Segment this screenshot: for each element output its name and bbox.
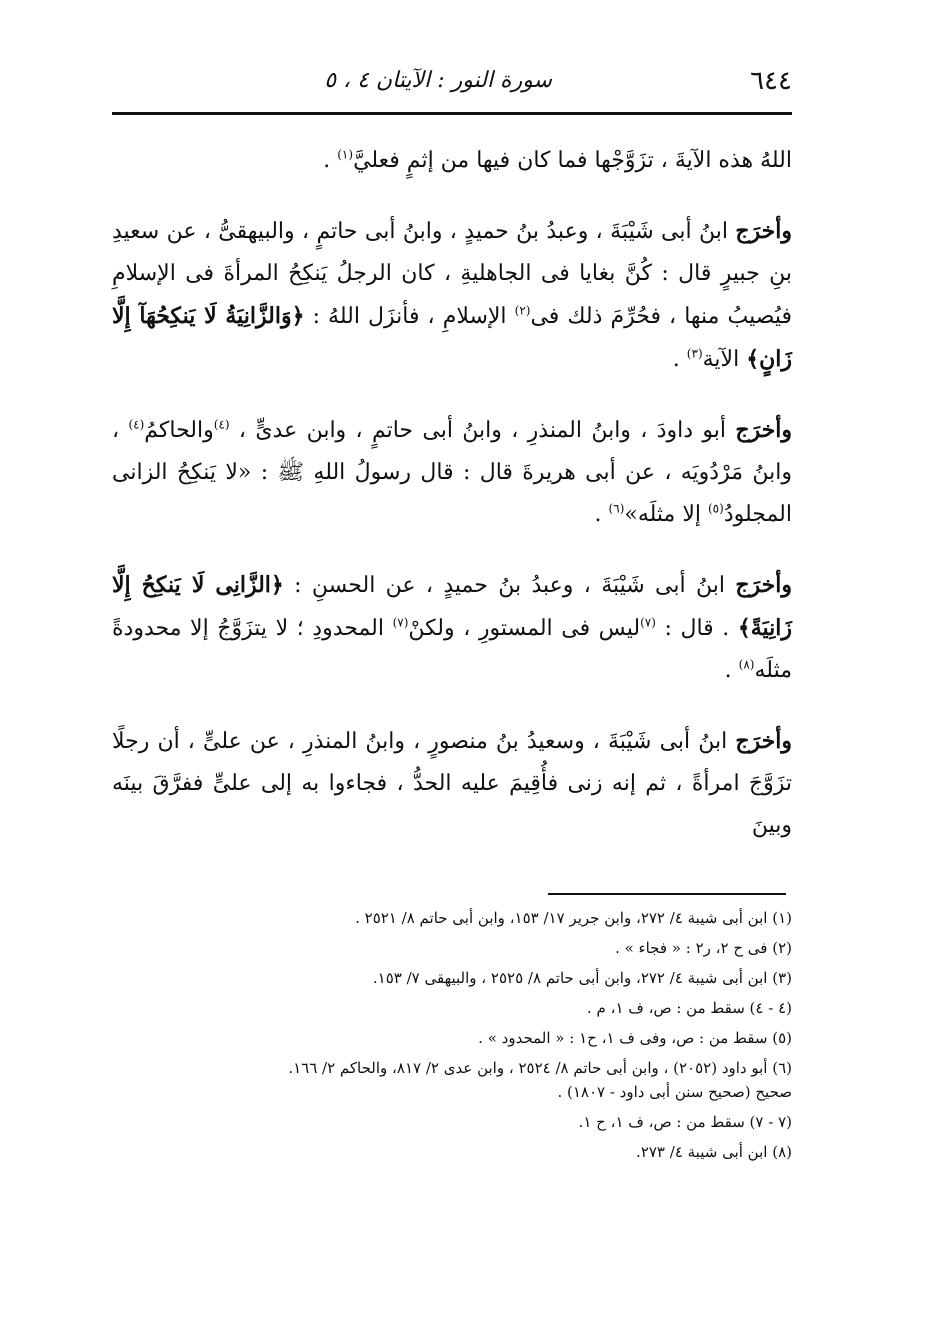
footnote: (٦) أبو داود (٢٠٥٢) ، وابن أبى حاتم ٨/ ٢٥٢٤ ، وابن عدى ٢/ ٨١٧، والحاكم ٢/ ١٦٦. xyxy=(288,1059,792,1077)
paragraph-lead: وأخرَج xyxy=(735,417,792,443)
footnote: (٨) ابن أبى شيبة ٤/ ٢٧٣. xyxy=(636,1143,792,1161)
footnote-separator xyxy=(548,893,786,895)
paragraph-lead: وأخرَج xyxy=(735,728,792,754)
footnote-marker: (٧) xyxy=(392,615,409,630)
running-header xyxy=(112,66,792,102)
paragraph: وأخرَج ابنُ أبى شَيْبَةَ ، وعبدُ بنُ حميدٍ ، وابنُ أبى حاتمٍ ، والبيهقىُّ ، عن سعيدِ بنِ جبيرٍ قال : كُنَّ بغايا فى الجاهليةِ ، كان الرجلُ يَنكِحُ المرأةَ فى الإسلامِ فيُصيبُ منها ، فحُرِّمَ ذلك فى$^{(٢)}$ الإسلامِ ، فأنزَل اللهُ : ﴿وَالزَّانِيَةُ لَا يَنكِحُهَآ إِلَّا زَانٍ﴾ الآية$^{(٣)}$ . xyxy=(112,218,793,372)
quran-quote: ﴿وَالزَّانِيَةُ لَا يَنكِحُهَآ إِلَّا زَانٍ﴾ xyxy=(112,303,792,372)
footnote: (٥) سقط من : ص، وفى ف ١، ح١ : « المحدود » . xyxy=(478,1029,792,1047)
footnote-marker: (٤) xyxy=(213,417,230,432)
header-rule xyxy=(112,112,792,115)
footnote-marker: (٧) xyxy=(640,615,656,630)
quran-quote: ﴿الزَّانِى لَا يَنكِحُ إِلَّا زَانِيَةً﴾ xyxy=(112,572,793,641)
running-title: سورة النور : الآيتان ٤ ، ٥ xyxy=(324,68,552,93)
footnote: (٣) ابن أبى شيبة ٤/ ٢٧٢، وابن أبى حاتم ٨/ ٢٥٢٥ ، والبيهقى ٧/ ١٥٣. xyxy=(372,969,792,987)
paragraph xyxy=(112,720,792,847)
paragraph-lead: وأخرَج xyxy=(735,572,793,598)
paragraph: وأخرَج أبو داودَ ، وابنُ المنذرِ ، وابنُ أبى حاتمٍ ، وابن عدىٍّ ، $^{(٤)}$والحاكمُ$^{(٤)}$ ، وابنُ مَرْدُويَه ، عن أبى هريرةَ قال : قال رسولُ اللهِ ﷺ : «لا يَنكِحُ الزانى المجلودُ$^{(٥)}$ إلا مثلَه»$^{(٦)}$ . xyxy=(112,417,792,527)
footnote-marker: (٥) xyxy=(707,501,724,516)
paragraph-text: ابنُ أبى شَيْبَةَ ، وعبدُ بنُ حميدٍ ، وابنُ أبى حاتمٍ ، والبيهقىُّ ، عن سعيدِ بنِ جبيرٍ قال : كُنَّ بغايا فى الجاهليةِ ، كان الرجلُ يَنكِحُ المرأةَ فى الإسلامِ فيُصيبُ منها ، فحُرِّمَ ذلك فى xyxy=(112,219,793,329)
paragraph-text: ابنُ أبى شَيْبَةَ ، وعبدُ بنُ حميدٍ ، عن الحسنِ : xyxy=(283,573,736,598)
footnote-marker: (٦) xyxy=(608,501,625,516)
page-number: ٦٤٤ xyxy=(750,66,792,96)
paragraph-text: اللهُ هذه الآيةَ ، تزَوَّجْها فما كان فيها من إثمٍ فعليَّ xyxy=(353,148,792,173)
footnote: (٤ - ٤) سقط من : ص، ف ١، م . xyxy=(587,999,792,1017)
footnote-marker: (١) xyxy=(337,147,354,162)
footnote-marker: (٣) xyxy=(686,346,703,361)
footnote-continuation: صحيح (صحيح سنن أبى داود - ١٨٠٧) . xyxy=(557,1083,792,1101)
footnote-marker: (٢) xyxy=(514,303,531,318)
footnote-marker: (٨) xyxy=(738,657,755,672)
paragraph-text: ابنُ أبى شَيْبَةَ ، وسعيدُ بنُ منصورٍ ، وابنُ المنذرِ ، عن علىٍّ ، أن رجلًا تزَوَّجَ امرأةً ، ثم إنه زنى فأُقِيمَ عليه الحدُّ ، فجاءوا به إلى علىٍّ ففرَّقَ بينَه وبينَ xyxy=(112,729,792,838)
paragraph-text: أبو داودَ ، وابنُ المنذرِ ، وابنُ أبى حاتمٍ ، وابن عدىٍّ ، xyxy=(229,418,736,443)
paragraph: وأخرَج ابنُ أبى شَيْبَةَ ، وعبدُ بنُ حميدٍ ، عن الحسنِ : ﴿الزَّانِى لَا يَنكِحُ إِلَّا زَانِيَةً﴾ . قال : $^{(٧)}$ليس فى المستورِ ، ولكنْ$^{(٧)}$ المحدودِ ؛ لا يتزَوَّجُ إلا محدودةً مثلَه$^{(٨)}$ . xyxy=(112,572,793,683)
footnote-marker: (٤) xyxy=(128,417,145,432)
footnotes xyxy=(108,908,792,1172)
main-text xyxy=(112,140,792,875)
paragraph: اللهُ هذه الآيةَ ، تزَوَّجْها فما كان فيها من إثمٍ فعليَّ$^{(١)}$ . xyxy=(323,147,792,173)
footnote: (٢) فى ح ٢، ر٢ : « فجاء » . xyxy=(615,939,792,957)
footnote: (٧ - ٧) سقط من : ص، ف ١، ح ١. xyxy=(578,1113,792,1131)
paragraph-lead: وأخرَج xyxy=(735,218,792,244)
footnote: (١) ابن أبى شيبة ٤/ ٢٧٢، وابن جرير ١٧/ ١٥٣، وابن أبى حاتم ٨/ ٢٥٢١ . xyxy=(355,909,792,927)
